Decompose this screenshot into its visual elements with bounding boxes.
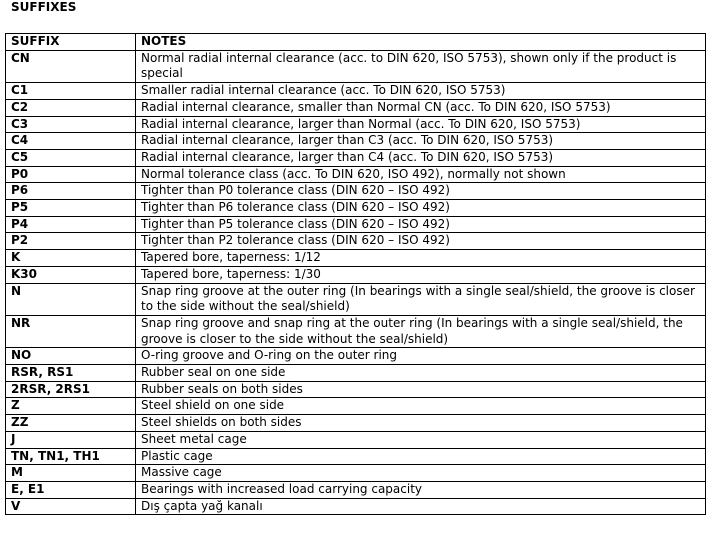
table-row — [6, 149, 706, 166]
note-cell: Tighter than P2 tolerance class (DIN 620 – ISO 492) — [136, 233, 706, 250]
suffix-cell: RSR, RS1 — [6, 365, 136, 382]
table-row — [6, 315, 706, 347]
suffix-table — [5, 33, 706, 515]
suffix-cell: C2 — [6, 99, 136, 116]
suffix-cell: TN, TN1, TH1 — [6, 448, 136, 465]
note-cell: Rubber seals on both sides — [136, 381, 706, 398]
table-row — [6, 50, 706, 82]
suffix-cell: P5 — [6, 200, 136, 217]
suffix-cell: P0 — [6, 166, 136, 183]
note-cell: Bearings with increased load carrying capacity — [136, 481, 706, 498]
table-row — [6, 398, 706, 415]
note-cell: Snap ring groove and snap ring at the outer ring (In bearings with a single seal/shield, the groove is closer to the side without the seal/shield) — [136, 315, 706, 347]
table-row — [6, 283, 706, 315]
note-cell: Tapered bore, taperness: 1/12 — [136, 250, 706, 267]
table-row — [6, 83, 706, 100]
suffix-cell: P4 — [6, 216, 136, 233]
suffix-cell: ZZ — [6, 415, 136, 432]
table-row — [6, 498, 706, 515]
suffix-cell: NO — [6, 348, 136, 365]
suffix-cell: 2RSR, 2RS1 — [6, 381, 136, 398]
note-cell: Normal tolerance class (acc. To DIN 620, ISO 492), normally not shown — [136, 166, 706, 183]
note-cell: Radial internal clearance, larger than C4 (acc. To DIN 620, ISO 5753) — [136, 149, 706, 166]
table-row — [6, 116, 706, 133]
note-cell: Radial internal clearance, larger than C3 (acc. To DIN 620, ISO 5753) — [136, 133, 706, 150]
table-row — [6, 448, 706, 465]
table-row — [6, 465, 706, 482]
page-title: SUFFIXES — [11, 0, 77, 14]
note-cell: Normal radial internal clearance (acc. to DIN 620, ISO 5753), shown only if the product is special — [136, 50, 706, 82]
table-row — [6, 365, 706, 382]
table-row — [6, 481, 706, 498]
note-cell: Massive cage — [136, 465, 706, 482]
suffix-cell: N — [6, 283, 136, 315]
table-row — [6, 166, 706, 183]
note-cell: Radial internal clearance, smaller than Normal CN (acc. To DIN 620, ISO 5753) — [136, 99, 706, 116]
suffix-cell: E, E1 — [6, 481, 136, 498]
suffix-cell: K30 — [6, 266, 136, 283]
suffix-cell: M — [6, 465, 136, 482]
suffix-cell: P6 — [6, 183, 136, 200]
header-notes: NOTES — [136, 34, 706, 51]
suffix-cell: C1 — [6, 83, 136, 100]
table-row — [6, 431, 706, 448]
suffix-cell: P2 — [6, 233, 136, 250]
note-cell: Radial internal clearance, larger than Normal (acc. To DIN 620, ISO 5753) — [136, 116, 706, 133]
suffix-cell: C5 — [6, 149, 136, 166]
note-cell: Rubber seal on one side — [136, 365, 706, 382]
suffix-cell: NR — [6, 315, 136, 347]
table-row — [6, 183, 706, 200]
suffix-cell: K — [6, 250, 136, 267]
note-cell: Tighter than P5 tolerance class (DIN 620 – ISO 492) — [136, 216, 706, 233]
table-row — [6, 99, 706, 116]
table-row — [6, 266, 706, 283]
suffix-cell: V — [6, 498, 136, 515]
note-cell: Tighter than P0 tolerance class (DIN 620 – ISO 492) — [136, 183, 706, 200]
note-cell: Steel shield on one side — [136, 398, 706, 415]
table-row — [6, 250, 706, 267]
note-cell: Dış çapta yağ kanalı — [136, 498, 706, 515]
note-cell: Tighter than P6 tolerance class (DIN 620 – ISO 492) — [136, 200, 706, 217]
table-row — [6, 233, 706, 250]
table-row — [6, 133, 706, 150]
note-cell: Steel shields on both sides — [136, 415, 706, 432]
table-row — [6, 415, 706, 432]
note-cell: O-ring groove and O-ring on the outer ring — [136, 348, 706, 365]
table-row — [6, 381, 706, 398]
note-cell: Sheet metal cage — [136, 431, 706, 448]
note-cell: Snap ring groove at the outer ring (In bearings with a single seal/shield, the groove is closer to the side without the seal/shield) — [136, 283, 706, 315]
table-header-row — [6, 34, 706, 51]
table-row — [6, 348, 706, 365]
note-cell: Plastic cage — [136, 448, 706, 465]
note-cell: Smaller radial internal clearance (acc. To DIN 620, ISO 5753) — [136, 83, 706, 100]
suffix-cell: C4 — [6, 133, 136, 150]
suffix-cell: Z — [6, 398, 136, 415]
table-row — [6, 216, 706, 233]
table-row — [6, 200, 706, 217]
header-suffix: SUFFIX — [6, 34, 136, 51]
suffix-cell: J — [6, 431, 136, 448]
suffix-cell: CN — [6, 50, 136, 82]
suffix-cell: C3 — [6, 116, 136, 133]
note-cell: Tapered bore, taperness: 1/30 — [136, 266, 706, 283]
